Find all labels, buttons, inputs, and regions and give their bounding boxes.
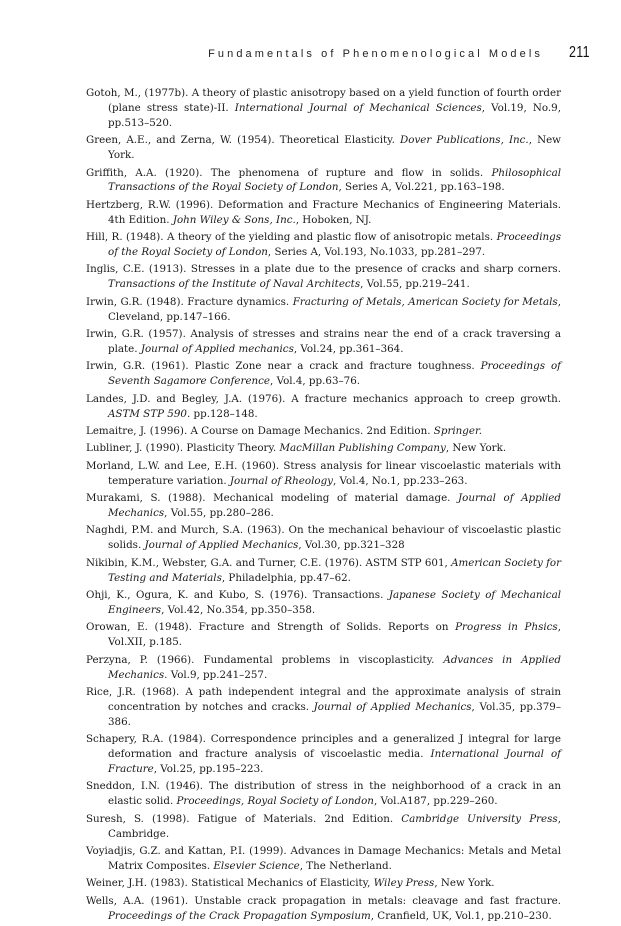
reference-source-italic: Proceedings of Seventh Sagamore Conference bbox=[108, 360, 561, 388]
reference-details: , The Netherland. bbox=[299, 860, 392, 872]
reference-source-italic: Springer. bbox=[433, 425, 483, 438]
reference-source-italic: Transactions of the Institute of Naval Architects bbox=[108, 278, 361, 291]
reference-entry bbox=[86, 844, 561, 874]
reference-entry bbox=[86, 523, 561, 553]
reference-details: , New York. bbox=[445, 442, 507, 455]
reference-source-italic: Philosophical Transactions of the Royal Society of London bbox=[108, 166, 561, 194]
reference-details: , New York. bbox=[434, 877, 495, 890]
reference-details: , Series A, Vol.193, No.1033, pp.281–297. bbox=[267, 246, 486, 259]
reference-source-italic: Journal of Applied Mechanics bbox=[313, 700, 472, 713]
reference-source-italic: Fracturing of Metals, American Society for Metals bbox=[292, 295, 558, 308]
reference-entry bbox=[86, 491, 561, 521]
reference-text: Nikibin, K.M., Webster, G.A. and Turner, C.E. (1976). ASTM STP 601, bbox=[86, 556, 452, 569]
reference-entry bbox=[86, 732, 561, 777]
reference-text: Murakami, S. (1988). Mechanical modeling of material damage. bbox=[86, 492, 459, 505]
reference-text: Gotoh, M., (1977b). A theory of plastic anisotropy based on a yield function of fourth order (plane stress state)-II. bbox=[86, 87, 561, 114]
reference-source-italic: Japanese Society of Mechanical Engineers bbox=[108, 589, 562, 616]
reference-details: , Vol.55, pp.280–286. bbox=[164, 507, 274, 520]
reference-entry bbox=[86, 653, 561, 683]
reference-source-italic: Advances in Applied Mechanics bbox=[108, 653, 561, 681]
reference-entry bbox=[86, 588, 561, 618]
reference-source-italic: International Journal of Mechanical Sciences bbox=[234, 101, 482, 114]
reference-entry bbox=[86, 812, 561, 842]
reference-source-italic: Wiley Press bbox=[373, 877, 435, 890]
page-number: 211 bbox=[568, 44, 590, 61]
reference-text: Orowan, E. (1948). Fracture and Strength of Solids. Reports on bbox=[86, 621, 456, 634]
reference-details: , Cranfield, UK, Vol.1, pp.210–230. bbox=[370, 909, 552, 922]
reference-details: , Hoboken, NJ. bbox=[295, 213, 372, 226]
reference-entry bbox=[86, 133, 561, 163]
reference-entry bbox=[86, 620, 561, 650]
reference-details: , Vol.4, pp.63–76. bbox=[270, 375, 361, 388]
reference-text: Hill, R. (1948). A theory of the yielding and plastic flow of anisotropic metals. bbox=[86, 231, 497, 244]
reference-details: , Philadelphia, pp.47–62. bbox=[221, 571, 351, 584]
reference-source-italic: John Wiley & Sons, Inc. bbox=[172, 213, 296, 226]
reference-entry bbox=[86, 779, 561, 809]
reference-source-italic: Journal of Applied mechanics bbox=[140, 343, 294, 355]
reference-text: Inglis, C.E. (1913). Stresses in a plate due to the presence of cracks and sharp corners. bbox=[86, 263, 561, 276]
reference-details: , Vol.42, No.354, pp.350–358. bbox=[161, 604, 316, 616]
reference-text: Ohji, K., Ogura, K. and Kubo, S. (1976). Transactions. bbox=[86, 589, 389, 602]
reference-entry bbox=[86, 359, 561, 389]
reference-details: , Vol.A187, pp.229–260. bbox=[373, 795, 498, 808]
reference-source-italic: Progress in Phsics bbox=[455, 621, 558, 634]
reference-entry bbox=[86, 876, 561, 891]
reference-text: Landes, J.D. and Begley, J.A. (1976). A fracture mechanics approach to creep growth. bbox=[86, 392, 561, 405]
reference-entry bbox=[86, 424, 561, 439]
reference-entry bbox=[86, 556, 561, 586]
reference-source-italic: Journal of Applied Mechanics bbox=[144, 539, 299, 552]
reference-text: Griffith, A.A. (1920). The phenomena of rupture and flow in solids. bbox=[86, 166, 492, 179]
reference-entry bbox=[86, 86, 561, 131]
reference-source-italic: American Society for Testing and Materials bbox=[108, 556, 562, 584]
reference-text: Irwin, G.R. (1961). Plastic Zone near a crack and fracture toughness. bbox=[86, 360, 481, 373]
reference-details: , Vol.24, pp.361–364. bbox=[293, 343, 404, 355]
reference-text: Naghdi, P.M. and Murch, S.A. (1963). On the mechanical behaviour of viscoelastic plastic solids. bbox=[86, 524, 561, 552]
reference-source-italic: ASTM STP 590. bbox=[108, 407, 191, 420]
reference-source-italic: Proceedings, Royal Society of London bbox=[176, 795, 374, 808]
page-header bbox=[80, 44, 590, 68]
reference-entry bbox=[86, 295, 561, 325]
reference-source-italic: Dover Publications, Inc. bbox=[400, 134, 529, 147]
reference-entry bbox=[86, 262, 561, 292]
reference-details: , New York. bbox=[108, 134, 561, 162]
reference-text: Rice, J.R. (1968). A path independent integral and the approximate analysis of strain concentration by notches and cracks. bbox=[86, 686, 561, 713]
reference-text: Irwin, G.R. (1957). Analysis of stresses and strains near the end of a crack traversing a plate. bbox=[86, 328, 561, 355]
reference-entry bbox=[86, 894, 561, 924]
reference-source-italic: International Journal of Fracture bbox=[108, 748, 561, 776]
reference-text: Lemaitre, J. (1996). A Course on Damage Mechanics. 2nd Edition. bbox=[86, 425, 434, 438]
reference-text: Lubliner, J. (1990). Plasticity Theory. bbox=[86, 442, 280, 455]
reference-details: , Series A, Vol.221, pp.163–198. bbox=[338, 181, 505, 194]
reference-source-italic: Proceedings of the Crack Propagation Symposium bbox=[108, 909, 371, 922]
reference-entry bbox=[86, 441, 561, 456]
running-head: Fundamentals of Phenomenological Models bbox=[208, 48, 543, 60]
reference-details: , Vol.55, pp.219–241. bbox=[360, 278, 470, 291]
reference-entry bbox=[86, 459, 561, 489]
reference-details: , Vol.30, pp.321–328 bbox=[298, 539, 405, 552]
reference-text: Irwin, G.R. (1948). Fracture dynamics. bbox=[86, 295, 293, 308]
reference-text: Weiner, J.H. (1983). Statistical Mechanics of Elasticity, bbox=[86, 877, 374, 890]
reference-text: Wells, A.A. (1961). Unstable crack propagation in metals: cleavage and fast fracture. bbox=[86, 894, 561, 907]
reference-details: , Cambridge. bbox=[108, 812, 561, 840]
reference-text: Hertzberg, R.W. (1996). Deformation and Fracture Mechanics of Engineering Materials. 4th Edition. bbox=[86, 198, 561, 226]
reference-details: , Cleveland, pp.147–166. bbox=[108, 295, 561, 323]
reference-entry bbox=[86, 166, 561, 196]
reference-details: , Vol.35, pp.379–386. bbox=[108, 700, 561, 728]
reference-text: Sneddon, I.N. (1946). The distribution of stress in the neighborhood of a crack in an elastic solid. bbox=[86, 780, 561, 808]
reference-entry bbox=[86, 198, 561, 228]
reference-entry bbox=[86, 230, 561, 260]
reference-text: Green, A.E., and Zerna, W. (1954). Theoretical Elasticity. bbox=[86, 134, 400, 147]
reference-source-italic: MacMillan Publishing Company bbox=[279, 442, 446, 455]
reference-details: , Vol.XII, p.185. bbox=[108, 621, 561, 649]
reference-list bbox=[86, 86, 561, 926]
reference-entry bbox=[86, 392, 561, 422]
reference-text: Perzyna, P. (1966). Fundamental problems in viscoplasticity. bbox=[86, 653, 444, 666]
reference-text: Morland, L.W. and Lee, E.H. (1960). Stress analysis for linear viscoelastic materials with temperature variation. bbox=[86, 459, 561, 487]
reference-source-italic: Proceedings of the Royal Society of London bbox=[108, 231, 561, 259]
reference-source-italic: Elsevier Science bbox=[213, 860, 300, 872]
reference-source-italic: Cambridge University Press bbox=[401, 812, 558, 825]
reference-details: pp.128–148. bbox=[190, 407, 258, 420]
reference-text: Suresh, S. (1998). Fatigue of Materials. 2nd Edition. bbox=[86, 812, 402, 825]
reference-details: , Vol.25, pp.195–223. bbox=[153, 763, 264, 776]
reference-details: . Vol.9, pp.241–257. bbox=[164, 668, 268, 681]
reference-details: , Vol.19, No.9, pp.513–520. bbox=[108, 101, 561, 129]
reference-text: Schapery, R.A. (1984). Correspondence principles and a generalized J integral for large deformation and fracture analysis of viscoelastic media. bbox=[86, 733, 561, 761]
reference-source-italic: Journal of Applied Mechanics bbox=[108, 492, 561, 520]
reference-text: Voyiadjis, G.Z. and Kattan, P.I. (1999). Advances in Damage Mechanics: Metals and Metal Matrix Composites. bbox=[86, 845, 561, 872]
reference-entry bbox=[86, 327, 561, 357]
reference-source-italic: Journal of Rheology bbox=[229, 474, 334, 487]
reference-details: , Vol.4, No.1, pp.233–263. bbox=[333, 474, 468, 487]
reference-entry bbox=[86, 685, 561, 730]
